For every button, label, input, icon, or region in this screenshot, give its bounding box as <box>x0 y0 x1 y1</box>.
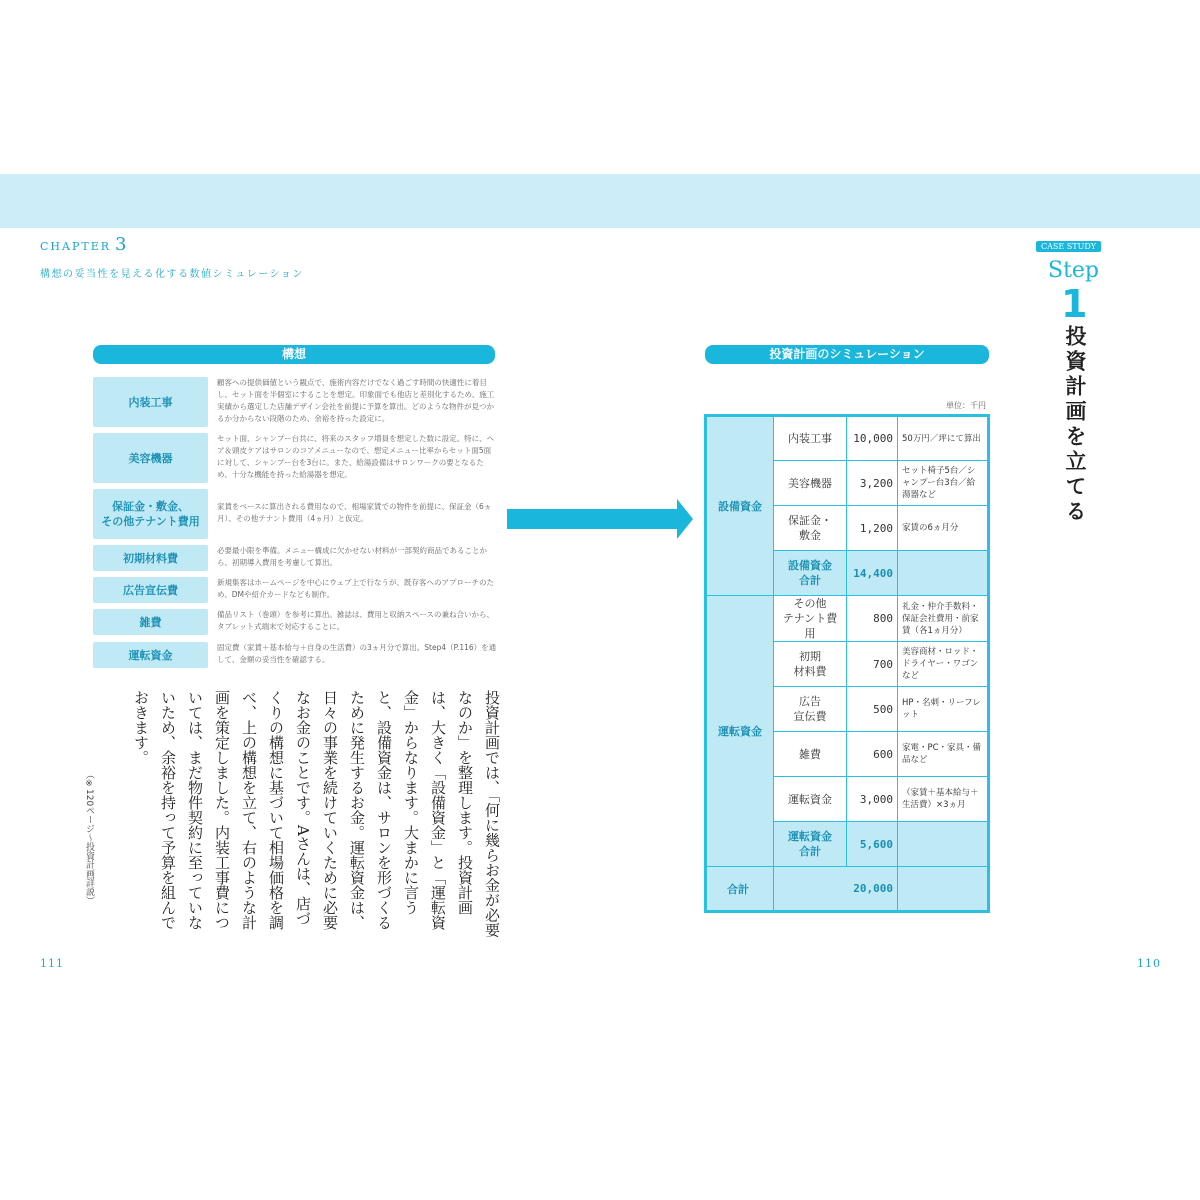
total-row <box>706 867 989 912</box>
row-value: 3,200 <box>847 461 898 506</box>
table-row <box>706 416 989 461</box>
total-label: 合計 <box>706 867 774 912</box>
concept-label: 雑費 <box>93 609 208 635</box>
chapter-subtitle: 構想の妥当性を見える化する数値シミュレーション <box>40 269 304 280</box>
row-note: （家賃＋基本給与＋生活費）×3ヵ月 <box>898 777 989 822</box>
row-note: 家賃の6ヵ月分 <box>898 506 989 551</box>
row-value: 600 <box>847 732 898 777</box>
concept-label: 初期材料費 <box>93 545 208 571</box>
subtotal-label: 運転資金 合計 <box>774 822 847 867</box>
row-value: 500 <box>847 687 898 732</box>
page-title: 投資計画を立てる <box>1063 325 1087 525</box>
row-note: 礼金・仲介手数料・保証会社費用・前家賃（各1ヵ月分） <box>898 596 989 642</box>
unit-label: 単位：千円 <box>946 401 986 410</box>
body-text: 投資計画では、「何に幾らお金が必要なのか」を整理します。投資計画は、大きく「設備資金」と「運転資金」からなります。大まかに言うと、設備資金は、サロンを形づくるために発生するお金。運転資金は、日々の事業を続けていくために必要なお金のことです。Aさんは、店づくりの構想に基づいて相場価格を調べ、上の構想を立て、右のような計画を策定しました。内装工事費については、まだ物件契約に至っていないため、余裕を持って予算を組んでおきます。 <box>132 690 501 938</box>
subtotal-label: 設備資金 合計 <box>774 551 847 596</box>
row-value: 800 <box>847 596 898 642</box>
page-number-left: 111 <box>40 957 64 970</box>
concept-label: 内装工事 <box>93 377 208 427</box>
row-note: HP・名刺・リーフレット <box>898 687 989 732</box>
concept-label: 美容機器 <box>93 433 208 483</box>
group-operating: 運転資金 <box>706 596 774 867</box>
concept-desc: 必要最小限を準備。メニュー構成に欠かせない材料が一部契約商品であることから、初期導入費用を考慮して算出。 <box>217 546 487 567</box>
row-note: 美容商材・ロッド・ドライヤー・ワゴンなど <box>898 642 989 687</box>
row-value: 1,200 <box>847 506 898 551</box>
concept-desc: 顧客への提供価値という観点で、施術内容だけでなく過ごす時間の快適性に着目し、セット面を半個室にすることを想定。印象面でも他店と差別化するため、施工実績から選定した店舗デザイン会社を前提に予算を算出。どのような物件が見つかるか分からない段階のため、余裕を持った設定に。 <box>217 378 495 423</box>
concept-label: 保証金・敷金、 その他テナント費用 <box>93 489 208 539</box>
row-value: 700 <box>847 642 898 687</box>
table-row <box>706 596 989 642</box>
row-name: 美容機器 <box>774 461 847 506</box>
total-value: 20,000 <box>774 867 898 912</box>
row-note: 家電・PC・家具・備品など <box>898 732 989 777</box>
case-study-badge: CASE STUDY <box>1036 241 1101 252</box>
row-name: 初期 材料費 <box>774 642 847 687</box>
top-band <box>0 174 1200 228</box>
row-name: その他 テナント費用 <box>774 596 847 642</box>
subtotal-value: 14,400 <box>847 551 898 596</box>
row-value: 10,000 <box>847 416 898 461</box>
group-equipment: 設備資金 <box>706 416 774 596</box>
row-note: 50万円／坪にて算出 <box>898 416 989 461</box>
page-number-right: 110 <box>1137 957 1161 970</box>
step-number: 1 <box>1061 282 1088 326</box>
row-name: 内装工事 <box>774 416 847 461</box>
step-label: Step <box>1048 258 1100 283</box>
concept-desc: 家賃をベースに算出される費用なので、相場家賃での物件を前提に、保証金（6ヵ月）、その他テナント費用（4ヵ月）と仮定。 <box>217 502 492 523</box>
subtotal-value: 5,600 <box>847 822 898 867</box>
row-name: 運転資金 <box>774 777 847 822</box>
concept-label: 運転資金 <box>93 642 208 668</box>
simulation-section-title: 投資計画のシミュレーション <box>705 345 989 364</box>
row-note: セット椅子5台／シャンプー台3台／給湯器など <box>898 461 989 506</box>
row-value: 3,000 <box>847 777 898 822</box>
row-name: 広告 宣伝費 <box>774 687 847 732</box>
arrow-right-icon <box>507 497 695 541</box>
reference-note: （※120ページ〜投資計画詳説） <box>84 770 94 906</box>
concept-section-title: 構想 <box>93 345 495 364</box>
concept-label: 広告宣伝費 <box>93 577 208 603</box>
concept-desc: 備品リスト（巻頭）を参考に算出。雑誌は、費用と収納スペースの兼ね合いから、タブレット式端末で対応することに。 <box>217 610 494 631</box>
row-name: 保証金・ 敷金 <box>774 506 847 551</box>
chapter-label: CHAPTER 3 <box>40 234 127 255</box>
row-name: 雑費 <box>774 732 847 777</box>
concept-desc: 固定費（家賃＋基本給与＋自身の生活費）の3ヵ月分で算出。Step4（P.116）を通して、金額の妥当性を確認する。 <box>217 643 497 664</box>
concept-desc: セット面、シャンプー台共に、将来のスタッフ増員を想定した数に設定。特に、ヘア＆頭皮ケアはサロンのコアメニューなので、想定メニュー比率からセット面5面に対して、シャンプー台を3台に。また、給湯設備はサロンワークの要となるため、十分な機能を持った給湯器を想定。 <box>217 434 495 479</box>
investment-table <box>704 414 990 913</box>
concept-desc: 新規集客はホームページを中心にウェブ上で行なうが、既存客へのアプローチのため、DMや紹介カードなども制作。 <box>217 578 495 599</box>
